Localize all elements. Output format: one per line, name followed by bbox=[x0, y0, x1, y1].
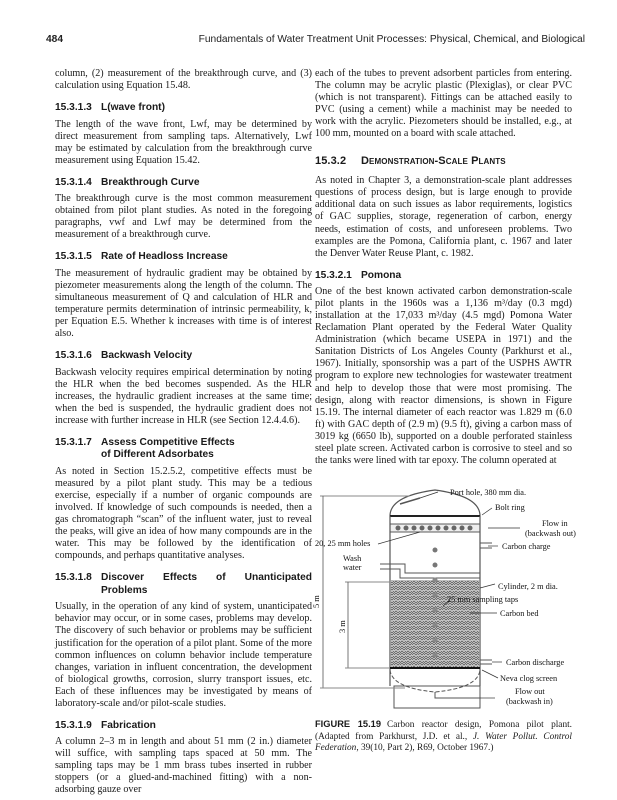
label-3m: 3 m bbox=[338, 620, 347, 633]
label-wash: Wash bbox=[343, 554, 362, 563]
label-bolt-ring: Bolt ring bbox=[495, 503, 525, 512]
section-heading: 15.3.1.9 Fabrication bbox=[55, 719, 156, 731]
paragraph: A column 2–3 m in length and about 51 mm (2 in.) diameter will suffice, with sampling taps spaced at 50 mm. The sampling taps may be 1 mm brass tubes inserted in rubber stoppers (or a glued-and-machined fitting) with a non-adsorbing gauze over bbox=[55, 736, 312, 796]
label-sampling-taps: 25 mm sampling taps bbox=[447, 595, 519, 604]
section-heading: 15.3.1.3 L(wave front) bbox=[55, 102, 165, 114]
paragraph: Backwash velocity requires empirical determination by noting the HLR when the bed becomes suspended. As the HLR increases, the hydraulic gradient increases at the same time; when the bed is suspended, the hydraulic gradient does not increase with further increase in HLR (see Section 12.4.4.6). bbox=[55, 366, 312, 426]
label-5m: 5 m bbox=[312, 595, 321, 608]
figure-carbon-reactor bbox=[310, 488, 600, 718]
label-carbon-discharge: Carbon discharge bbox=[506, 658, 565, 667]
label-carbon-charge: Carbon charge bbox=[502, 542, 551, 551]
label-flow-in: Flow in bbox=[542, 519, 568, 528]
right-column bbox=[315, 68, 572, 467]
paragraph: As noted in Section 15.2.5.2, competitive effects must be measured by a pilot plant study. This may be a tedious exercise, especially if a number of organic compounds are involved. If knowledge of such compounds is needed, then a gas chromatograph “scan” of the influent water, just to reveal the peaks, will give an idea of how many compounds are in the water. This may be followed by the identification of compounds, and perhaps quantitative analyses. bbox=[55, 465, 312, 562]
label-flow-out: Flow out bbox=[515, 687, 545, 696]
paragraph: One of the best known activated carbon demonstration-scale pilot plants in the 1960s was a 1,136 m³/day (0.3 mgd) installation at the 17,033 m³/day (4.5 mgd) Pomona Water Reclamation Plant operated by the Federal Water Quality Administration (which became USEPA in 1971) and the Sanitation Districts of Los Angeles County (Parkhurst et al., 1967). Initially, sponsorship was a part of the USPHS AWTR program to explore new technologies for wastewater treatment and help to develop those that were most promising. The design, along with reactor dimensions, is shown in Figure 15.19. The internal diameter of each reactor was 1.829 m (6.0 ft) with GAC depth of (2.9 m) (9.5 ft), giving a carbon mass of 3019 kg (6650 lb), supported on a double perforated stainless steel plate screen. Activated carbon is corrosive to steel and so the tanks were lined with tar epoxy. The column operated at bbox=[315, 286, 572, 466]
section-heading: 15.3.1.6 Backwash Velocity bbox=[55, 350, 193, 362]
section-heading: 15.3.1.7 Assess Competitive Effects of Different Adsorbates bbox=[55, 436, 235, 461]
label-holes: 20, 25 mm holes bbox=[315, 539, 371, 548]
book-title: Fundamentals of Water Treatment Unit Processes: Physical, Chemical, and Biological bbox=[198, 34, 585, 45]
paragraph: The breakthrough curve is the most common measurement obtained from pilot plant studies. As noted in the foregoing paragraphs, vwf and Lwf may be determined from the measurement of a breakthrough curve. bbox=[55, 193, 312, 241]
running-header bbox=[46, 34, 585, 50]
label-carbon-bed: Carbon bed bbox=[500, 609, 539, 618]
section-heading: 15.3.2 Demonstration-Scale Plants bbox=[315, 155, 506, 168]
figure-label: FIGURE 15.19 bbox=[315, 719, 382, 729]
left-column bbox=[55, 68, 312, 797]
label-port-hole: Port hole, 380 mm dia. bbox=[450, 488, 527, 497]
figure-caption: FIGURE 15.19 Carbon reactor design, Pomona pilot plant. (Adapted from Parkhurst, J.D. et al., J. Water Pollut. Control Federation, 39(10, Part 2), R69, October 1967.) bbox=[315, 719, 572, 754]
section-heading: 15.3.1.8 Discover Effects of Unanticipated Problems bbox=[55, 572, 312, 596]
paragraph: As noted in Chapter 3, a demonstration-scale plant addresses questions of process design, but is large enough to provide additional data on such issues as labor requirements, logistics of GAC supplies, storage, regeneration of carbon, energy needs, estimation of costs, and unforeseen problems. Two examples are the Pomona, California plant, c. 1967 and later the Denver Water Reuse Plant, c. 1982. bbox=[315, 175, 572, 259]
label-flow-in-sub: (backwash out) bbox=[525, 529, 576, 538]
reactor-diagram bbox=[310, 488, 600, 718]
paragraph: column, (2) measurement of the breakthrough curve, and (3) calculation using Equation 15.48. bbox=[55, 68, 312, 92]
paragraph: The measurement of hydraulic gradient may be obtained by piezometer measurements along the length of the column. The simultaneous measurement of Q and calculation of HLR and temperature permits determination of intrinsic permeability, k, per Equation E.5. Whether k increases with time is of interest also. bbox=[55, 267, 312, 340]
label-water: water bbox=[343, 563, 362, 572]
section-heading: 15.3.1.4 Breakthrough Curve bbox=[55, 176, 200, 188]
paragraph: each of the tubes to prevent adsorbent particles from entering. The column may be acrylic plastic (Plexiglas), or clear PVC (which is not transparent). Fittings can be attached easily to PVC (using a cement) while a machinist may be needed to work with the acrylic. Piezometers should be installed, e.g., at 100 mm, mounted on a board with scale attached. bbox=[315, 68, 572, 140]
label-screen: Neva clog screen bbox=[500, 674, 558, 683]
paragraph: Usually, in the operation of any kind of system, unanticipated behavior may occur, or in some cases, problems may develop. The discovery of such behavior or problems may be sufficient justification for the operation of a pilot plant. Some of the more common influences on column behavior include temperature changes, variation in influent concentration, the development of biological growths, corrosion, slurry transport issues, etc. Each of these influences may be investigated by means of laboratory-scale and/or pilot-scale studies. bbox=[55, 601, 312, 709]
label-cylinder: Cylinder, 2 m dia. bbox=[498, 582, 558, 591]
section-heading: 15.3.2.1 Pomona bbox=[315, 269, 402, 281]
section-heading: 15.3.1.5 Rate of Headloss Increase bbox=[55, 251, 228, 263]
page-number: 484 bbox=[46, 34, 63, 45]
paragraph: The length of the wave front, Lwf, may be determined by direct measurement from sampling taps. Alternatively, Lwf may be estimated by calculation from the breakthrough curve measurement using Equation 15.42. bbox=[55, 118, 312, 166]
label-flow-out-sub: (backwash in) bbox=[506, 697, 553, 706]
